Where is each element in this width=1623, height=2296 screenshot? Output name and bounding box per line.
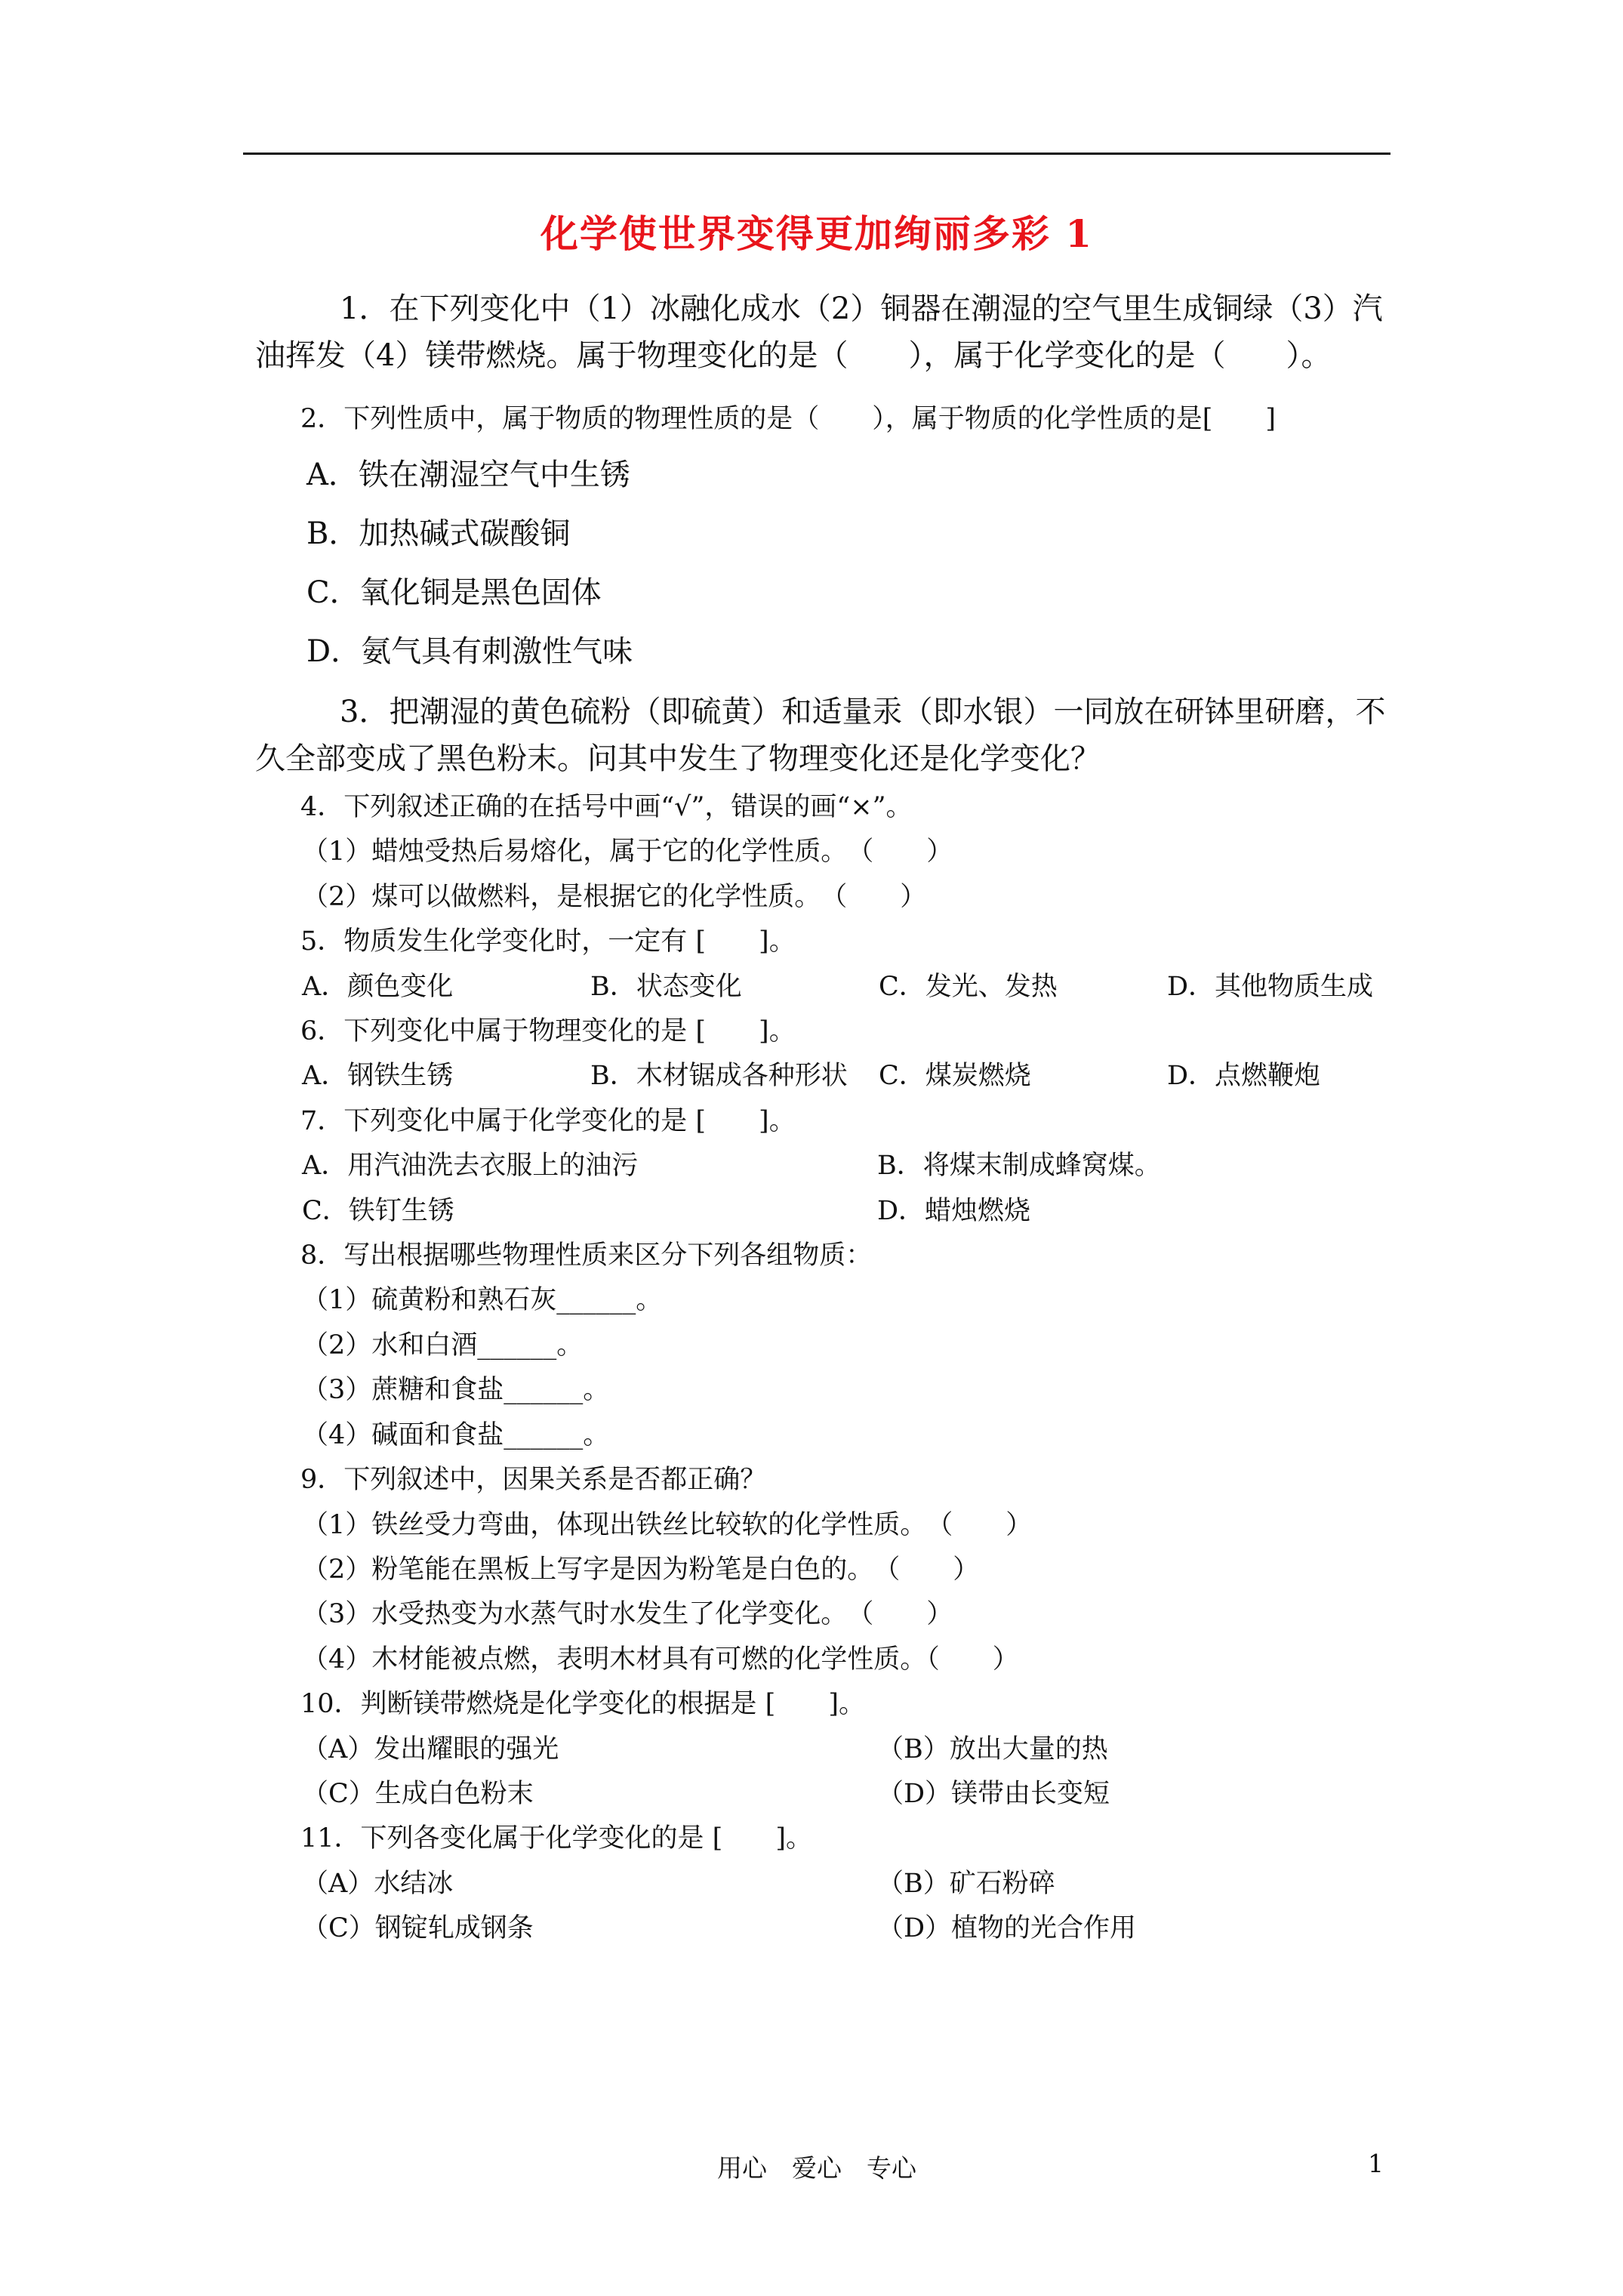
question-7-stem: 7．下列变化中属于化学变化的是 [ ]。 bbox=[300, 1105, 796, 1136]
question-10-options-row-2 bbox=[255, 1772, 1394, 1817]
question-2-stem: 2．下列性质中，属于物质的物理性质的是（ ），属于物质的化学性质的是[ ] bbox=[300, 404, 1277, 434]
question-2-option-c: C．氧化铜是黑色固体 bbox=[306, 575, 602, 610]
question-2-option-b: B．加热碱式碳酸铜 bbox=[306, 516, 571, 551]
page-number: 1 bbox=[1368, 2149, 1384, 2178]
question-8-item-3: （3）蔗糖和食盐______。 bbox=[302, 1375, 610, 1406]
option: （B）矿石粉碎 bbox=[877, 1868, 1055, 1899]
question-4-item-1: （1）蜡烛受热后易熔化，属于它的化学性质。 （ ） bbox=[302, 837, 953, 868]
footer-slogan: 用心 爱心 专心 bbox=[717, 2153, 916, 2183]
question-5-stem: 5．物质发生化学变化时，一定有 [ ]。 bbox=[300, 926, 796, 957]
question-6-stem: 6．下列变化中属于物理变化的是 [ ]。 bbox=[300, 1016, 796, 1047]
option: （C）钢锭轧成钢条 bbox=[302, 1913, 534, 1944]
option: A．颜色变化 bbox=[302, 971, 454, 1002]
option: C．铁钉生锈 bbox=[302, 1195, 454, 1226]
question-7-options-row-2 bbox=[255, 1189, 1394, 1234]
question-9-stem: 9．下列叙述中，因果关系是否都正确？ bbox=[300, 1465, 767, 1496]
questions-small-section bbox=[255, 785, 1394, 1952]
option: （D）镁带由长变短 bbox=[877, 1778, 1110, 1809]
question-8-stem: 8．写出根据哪些物理性质来区分下列各组物质： bbox=[300, 1240, 873, 1271]
option: D．其他物质生成 bbox=[1167, 971, 1374, 1002]
question-7-options-row-1 bbox=[255, 1144, 1394, 1188]
option: （A）发出耀眼的强光 bbox=[302, 1734, 559, 1764]
question-10-stem: 10．判断镁带燃烧是化学变化的根据是 [ ]。 bbox=[300, 1689, 865, 1720]
question-2-option-d: D．氨气具有刺激性气味 bbox=[306, 634, 633, 669]
option: B．状态变化 bbox=[590, 971, 742, 1002]
option: （A）水结冰 bbox=[302, 1868, 454, 1899]
question-1: 1．在下列变化中（1）冰融化成水（2）铜器在潮湿的空气里生成铜绿（3）汽油挥发（4）镁带燃烧。属于物理变化的是（ ），属于化学变化的是（ ）。 bbox=[255, 291, 1383, 373]
question-10-options-row-1 bbox=[255, 1727, 1394, 1772]
question-6-options bbox=[255, 1054, 1394, 1099]
question-9-item-1: （1）铁丝受力弯曲，体现出铁丝比较软的化学性质。 （ ） bbox=[302, 1509, 1033, 1540]
question-3: 3．把潮湿的黄色硫粉（即硫黄）和适量汞（即水银）一同放在研钵里研磨，不久全部变成了黑色粉末。问其中发生了物理变化还是化学变化？ bbox=[255, 695, 1386, 776]
option: C．煤炭燃烧 bbox=[879, 1061, 1031, 1092]
question-9-item-4: （4）木材能被点燃，表明木材具有可燃的化学性质。（ ） bbox=[302, 1644, 1019, 1675]
question-2-option-a: A．铁在潮湿空气中生锈 bbox=[306, 458, 630, 492]
option: D．点燃鞭炮 bbox=[1167, 1061, 1321, 1092]
question-4-stem: 4．下列叙述正确的在括号中画“√”，错误的画“×”。 bbox=[300, 792, 913, 822]
option: A．钢铁生锈 bbox=[302, 1061, 454, 1092]
question-11-stem: 11．下列各变化属于化学变化的是 [ ]。 bbox=[300, 1823, 812, 1854]
option: （B）放出大量的热 bbox=[877, 1734, 1108, 1764]
question-9-item-3: （3）水受热变为水蒸气时水发生了化学变化。 （ ） bbox=[302, 1599, 953, 1630]
option: A．用汽油洗去衣服上的油污 bbox=[302, 1151, 639, 1182]
question-11-options-row-2 bbox=[255, 1906, 1394, 1951]
question-8-item-4: （4）碱面和食盐______。 bbox=[302, 1419, 610, 1450]
document-body bbox=[255, 285, 1394, 1952]
option: C．发光、发热 bbox=[879, 971, 1058, 1002]
option: B．木材锯成各种形状 bbox=[590, 1061, 848, 1092]
page-title: 化学使世界变得更加绚丽多彩 1 bbox=[540, 211, 1094, 256]
option: （C）生成白色粉末 bbox=[302, 1778, 534, 1809]
option: D．蜡烛燃烧 bbox=[877, 1195, 1031, 1226]
question-11-options-row-1 bbox=[255, 1862, 1394, 1906]
option: （D）植物的光合作用 bbox=[877, 1913, 1137, 1944]
option: B．将煤末制成蜂窝煤。 bbox=[877, 1151, 1161, 1182]
question-4-item-2: （2）煤可以做燃料，是根据它的化学性质。 （ ） bbox=[302, 881, 927, 912]
question-5-options bbox=[255, 965, 1394, 1009]
question-9-item-2: （2）粉笔能在黑板上写字是因为粉笔是白色的。 （ ） bbox=[302, 1554, 980, 1585]
question-8-item-2: （2）水和白酒______。 bbox=[302, 1330, 584, 1361]
question-8-item-1: （1）硫黄粉和熟石灰______。 bbox=[302, 1285, 663, 1316]
header-rule bbox=[243, 153, 1390, 155]
